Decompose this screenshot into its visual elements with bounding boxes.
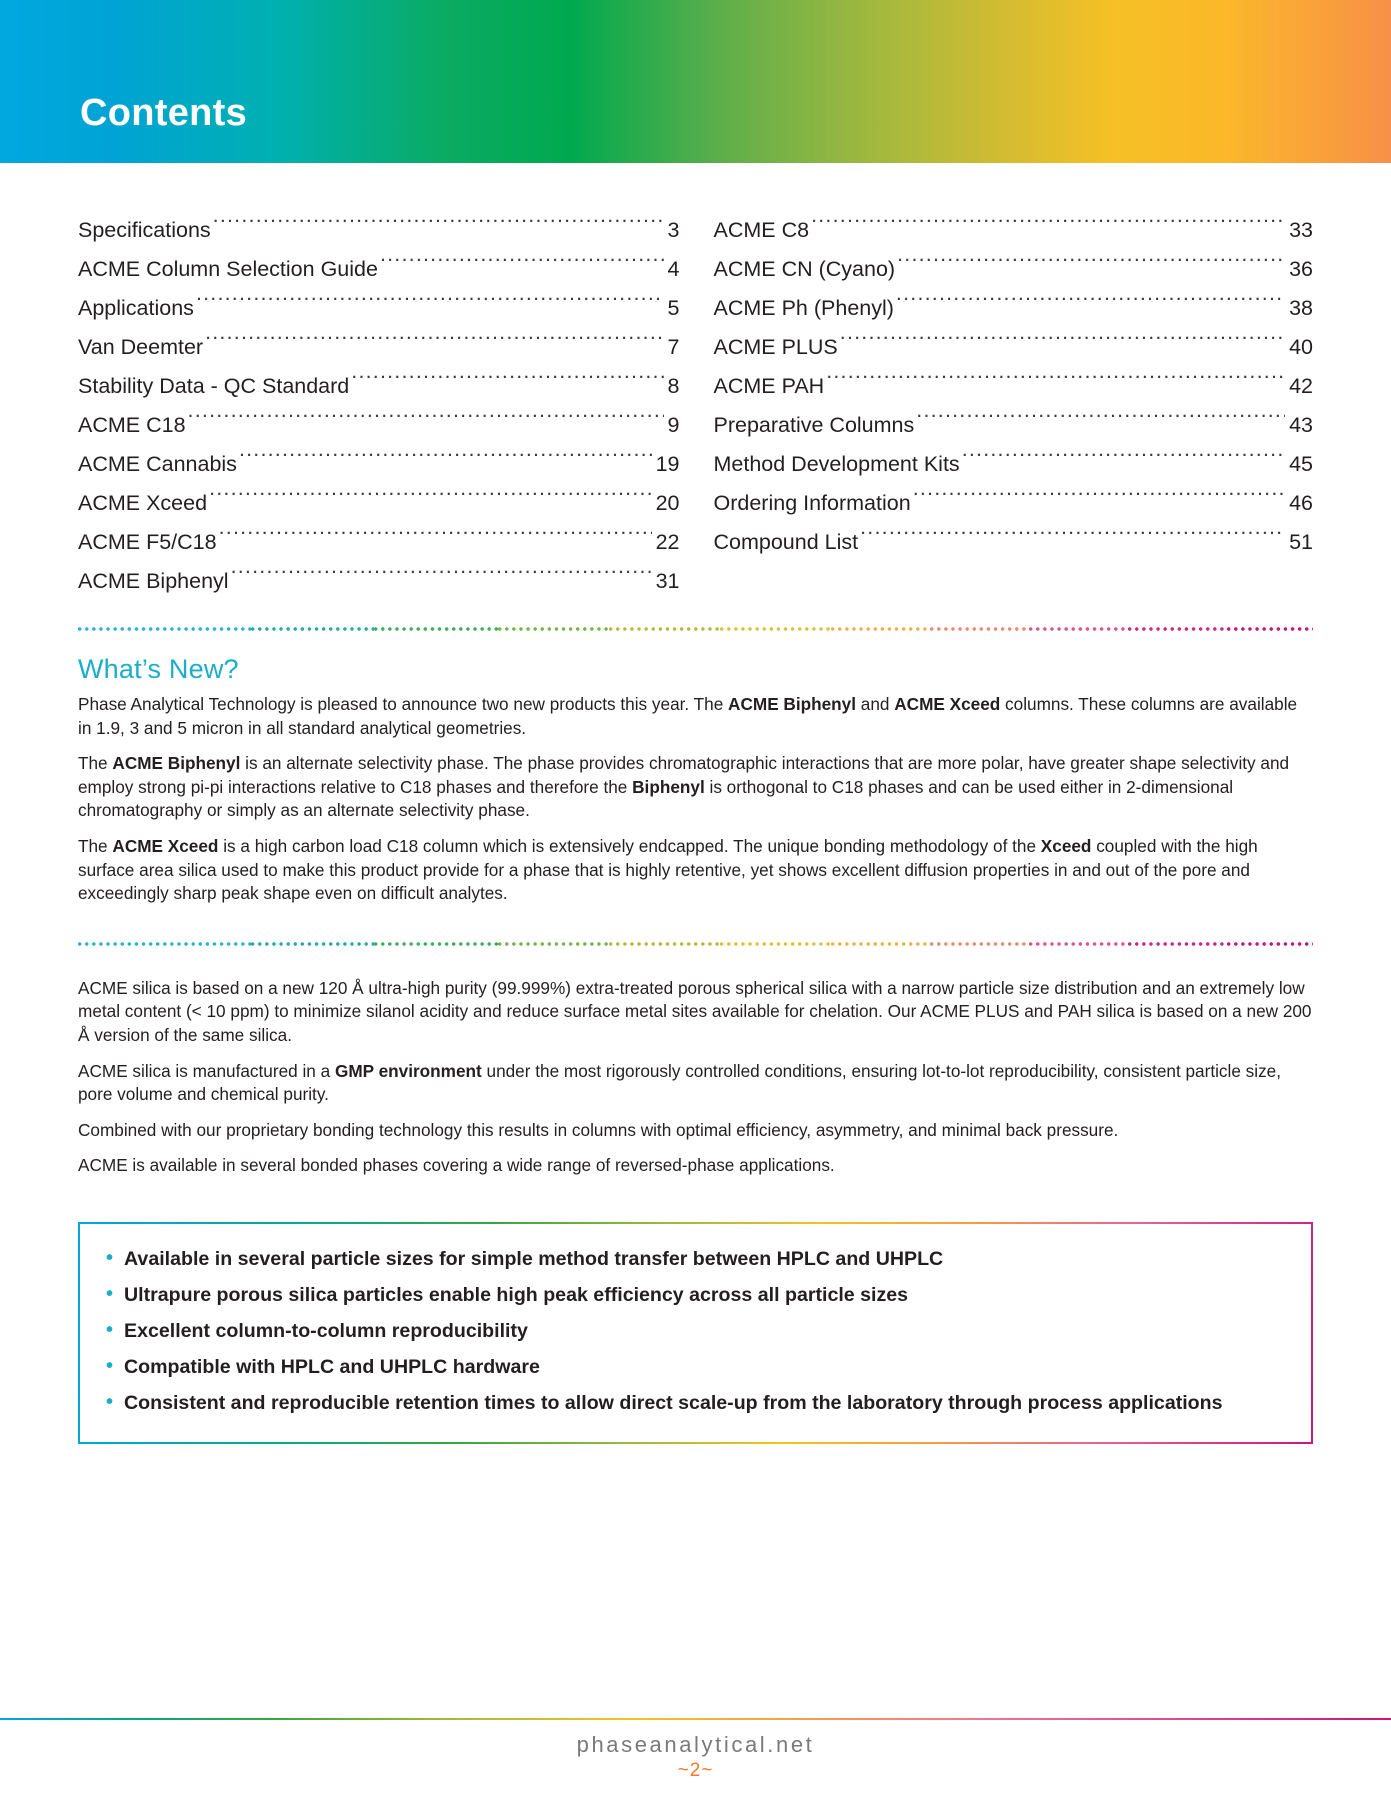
divider-segment (1227, 942, 1313, 947)
toc-dot-leader (196, 294, 664, 316)
toc-entry-label: ACME C18 (78, 413, 186, 437)
toc-entry-label: ACME Xceed (78, 491, 208, 515)
toc-entry-page: 38 (1289, 296, 1313, 320)
toc-entry[interactable] (78, 445, 680, 484)
whats-new-paragraph-1 (78, 693, 1313, 740)
toc-entry-page: 20 (655, 491, 680, 515)
toc-entry-page: 36 (1289, 257, 1313, 281)
silica-description-block (78, 977, 1313, 1178)
toc-entry-page: 22 (655, 530, 680, 554)
whats-new-paragraph-2 (78, 752, 1313, 823)
toc-entry[interactable] (714, 445, 1314, 484)
text-run: under the most rigorously controlled conditions, ensuring lot-to-lot reproducibility, consistent particle size, pore volume and chemical purity. (78, 1060, 1282, 1105)
toc-entry[interactable] (78, 523, 680, 562)
toc-entry-page: 5 (667, 296, 680, 320)
toc-entry-page: 45 (1289, 452, 1313, 476)
toc-entry-label: ACME PAH (713, 374, 825, 398)
divider-segment (609, 942, 720, 947)
divider-segment (251, 627, 375, 632)
divider-segment (930, 942, 1029, 947)
toc-entry[interactable] (78, 289, 680, 328)
text-run: columns. These columns are available in 1.9, 3 and 5 micron in all standard analytical geometries. (78, 694, 1298, 738)
toc-entry[interactable] (78, 211, 680, 250)
toc-entry-label: Ordering Information (713, 491, 911, 515)
text-run-bold: ACME Xceed (112, 835, 219, 856)
toc-entry-label: Compound List (713, 530, 859, 554)
toc-dot-leader (209, 489, 652, 511)
divider-segment (498, 627, 609, 632)
text-run-bold: ACME Xceed (894, 694, 1001, 714)
toc-dot-leader (916, 411, 1285, 433)
list-item: • Compatible with HPLC and UHPLC hardware (102, 1354, 1287, 1380)
features-highlight-box (78, 1222, 1313, 1444)
text-run: coupled with the high surface area silica used to make this product provide for a phase that is highly retentive, yet shows excellent diffusion properties in and out of the pore and exceedingly sharp peak shape even on difficult analytes. (78, 835, 1258, 904)
toc-entry[interactable] (78, 367, 680, 406)
list-item: • Available in several particle sizes for simple method transfer between HPLC and UHPLC (102, 1246, 1287, 1272)
toc-entry[interactable] (714, 289, 1314, 328)
toc-column-left (78, 211, 696, 601)
divider-segment (930, 627, 1029, 632)
toc-entry-label: ACME C8 (713, 218, 810, 242)
toc-entry[interactable] (714, 523, 1314, 562)
toc-dot-leader (380, 255, 664, 277)
divider-segment (78, 942, 251, 947)
silica-paragraph-2 (78, 1060, 1313, 1107)
toc-entry-page: 4 (667, 257, 680, 281)
toc-dot-leader (860, 528, 1285, 550)
toc-dot-leader (811, 216, 1285, 238)
toc-entry[interactable] (78, 484, 680, 523)
text-run: Phase Analytical Technology is pleased to announce two new products this year. The (78, 694, 729, 714)
footer-gradient-rule (0, 1718, 1391, 1720)
toc-entry-label: ACME PLUS (713, 335, 838, 359)
text-run-bold: ACME Biphenyl (728, 694, 857, 714)
toc-entry-label: ACME Ph (Phenyl) (713, 296, 894, 320)
divider-segment (1029, 627, 1128, 632)
text-run: The (78, 835, 113, 856)
divider-segment (498, 942, 609, 947)
toc-entry[interactable] (78, 406, 680, 445)
text-run: is a high carbon load C18 column which is extensively endcapped. The unique bonding methodology of the (218, 835, 1041, 856)
toc-entry-label: Method Development Kits (713, 452, 960, 476)
toc-entry-page: 33 (1289, 218, 1313, 242)
toc-entry-label: ACME Cannabis (78, 452, 237, 476)
toc-entry[interactable] (714, 328, 1314, 367)
toc-entry[interactable] (714, 484, 1314, 523)
toc-entry-label: Stability Data - QC Standard (78, 374, 350, 398)
whats-new-heading: What’s New? (78, 654, 239, 684)
toc-entry-label: ACME Biphenyl (78, 569, 229, 593)
list-item: • Excellent column-to-column reproducibility (102, 1318, 1287, 1344)
toc-entry-page: 51 (1289, 530, 1313, 554)
page-footer (0, 1718, 1391, 1782)
toc-entry[interactable] (714, 406, 1314, 445)
text-run: ACME silica is manufactured in a (78, 1060, 335, 1081)
divider-segment (1128, 627, 1227, 632)
whats-new-paragraph-3 (78, 835, 1313, 906)
silica-paragraph-3: Combined with our proprietary bonding technology this results in columns with optimal efficiency, asymmetry, and minimal back pressure. (78, 1119, 1119, 1140)
toc-column-right (696, 211, 1314, 601)
toc-entry-label: Preparative Columns (713, 413, 915, 437)
toc-dot-leader (213, 216, 664, 238)
toc-entry-page: 43 (1289, 413, 1313, 437)
toc-dot-leader (897, 255, 1285, 277)
page-title: Contents (80, 92, 248, 134)
divider-segment (1128, 942, 1227, 947)
divider-segment (720, 942, 831, 947)
divider-segment (720, 627, 831, 632)
page-header-band (0, 0, 1391, 163)
toc-entry-label: Applications (78, 296, 194, 320)
page-content (0, 211, 1391, 1444)
divider-segment (78, 627, 251, 632)
dotted-gradient-divider-top (78, 627, 1313, 632)
toc-entry-page: 19 (655, 452, 680, 476)
text-run-bold: Xceed (1040, 835, 1092, 856)
toc-dot-leader (351, 372, 663, 394)
footer-page-number: ~2~ (677, 1760, 714, 1781)
list-item: • Ultrapure porous silica particles enable high peak efficiency across all particle sizes (102, 1282, 1287, 1308)
toc-entry-page: 3 (667, 218, 680, 242)
divider-segment (374, 942, 498, 947)
text-run: is an alternate selectivity phase. The phase provides chromatographic interactions that are more polar, have greater shape selectivity and employ strong pi-pi interactions relative to C18 phases and therefore the (78, 753, 1290, 797)
toc-entry[interactable] (78, 562, 680, 601)
divider-segment (831, 627, 930, 632)
dotted-gradient-divider-bottom (78, 942, 1313, 947)
text-run-bold: Biphenyl (632, 776, 705, 797)
toc-entry-label: Specifications (78, 218, 211, 242)
text-run-bold: ACME Biphenyl (112, 753, 241, 774)
toc-dot-leader (962, 450, 1285, 472)
divider-segment (374, 627, 498, 632)
toc-entry-label: Van Deemter (78, 335, 204, 359)
divider-segment (1029, 942, 1128, 947)
table-of-contents (78, 211, 1313, 601)
text-run: is orthogonal to C18 phases and can be used either in 2-dimensional chromatography or simply as an alternate selectivity phase. (78, 776, 1234, 821)
divider-segment (609, 627, 720, 632)
toc-entry[interactable] (714, 211, 1314, 250)
toc-entry-page: 40 (1289, 335, 1313, 359)
list-item: • Consistent and reproducible retention times to allow direct scale-up from the laboratory through process applications (102, 1390, 1287, 1416)
features-list (102, 1246, 1287, 1416)
silica-paragraph-1: ACME silica is based on a new 120 Å ultra-high purity (99.999%) extra-treated porous spherical silica with a narrow particle size distribution and an extremely low metal content (< 10 ppm) to minimize silanol acidity and reduce surface metal sites available for chelation. Our ACME PLUS and PAH silica is based on a new 200 Å version of the same silica. (78, 977, 1312, 1045)
toc-dot-leader (896, 294, 1285, 316)
toc-entry-page: 9 (667, 413, 680, 437)
toc-entry-label: ACME F5/C18 (78, 530, 217, 554)
toc-dot-leader (239, 450, 652, 472)
divider-segment (1227, 627, 1313, 632)
toc-entry-page: 46 (1289, 491, 1313, 515)
text-run: and (856, 694, 895, 714)
toc-dot-leader (231, 567, 652, 589)
footer-website[interactable]: phaseanalytical.net (576, 1732, 815, 1757)
toc-entry[interactable] (714, 367, 1314, 406)
toc-entry-page: 42 (1289, 374, 1313, 398)
silica-paragraph-4: ACME is available in several bonded phases covering a wide range of reversed-phase applications. (78, 1155, 835, 1176)
divider-segment (251, 942, 375, 947)
text-run-bold: GMP environment (334, 1060, 482, 1081)
toc-entry-page: 7 (667, 335, 680, 359)
text-run: The (78, 753, 113, 774)
toc-dot-leader (913, 489, 1285, 511)
toc-entry[interactable] (78, 328, 680, 367)
toc-dot-leader (188, 411, 664, 433)
toc-entry[interactable] (78, 250, 680, 289)
toc-entry[interactable] (714, 250, 1314, 289)
toc-entry-label: ACME CN (Cyano) (713, 257, 896, 281)
toc-dot-leader (205, 333, 663, 355)
toc-dot-leader (219, 528, 652, 550)
divider-segment (831, 942, 930, 947)
toc-entry-label: ACME Column Selection Guide (78, 257, 378, 281)
toc-dot-leader (826, 372, 1285, 394)
toc-dot-leader (840, 333, 1285, 355)
toc-entry-page: 8 (667, 374, 680, 398)
toc-entry-page: 31 (655, 569, 680, 593)
